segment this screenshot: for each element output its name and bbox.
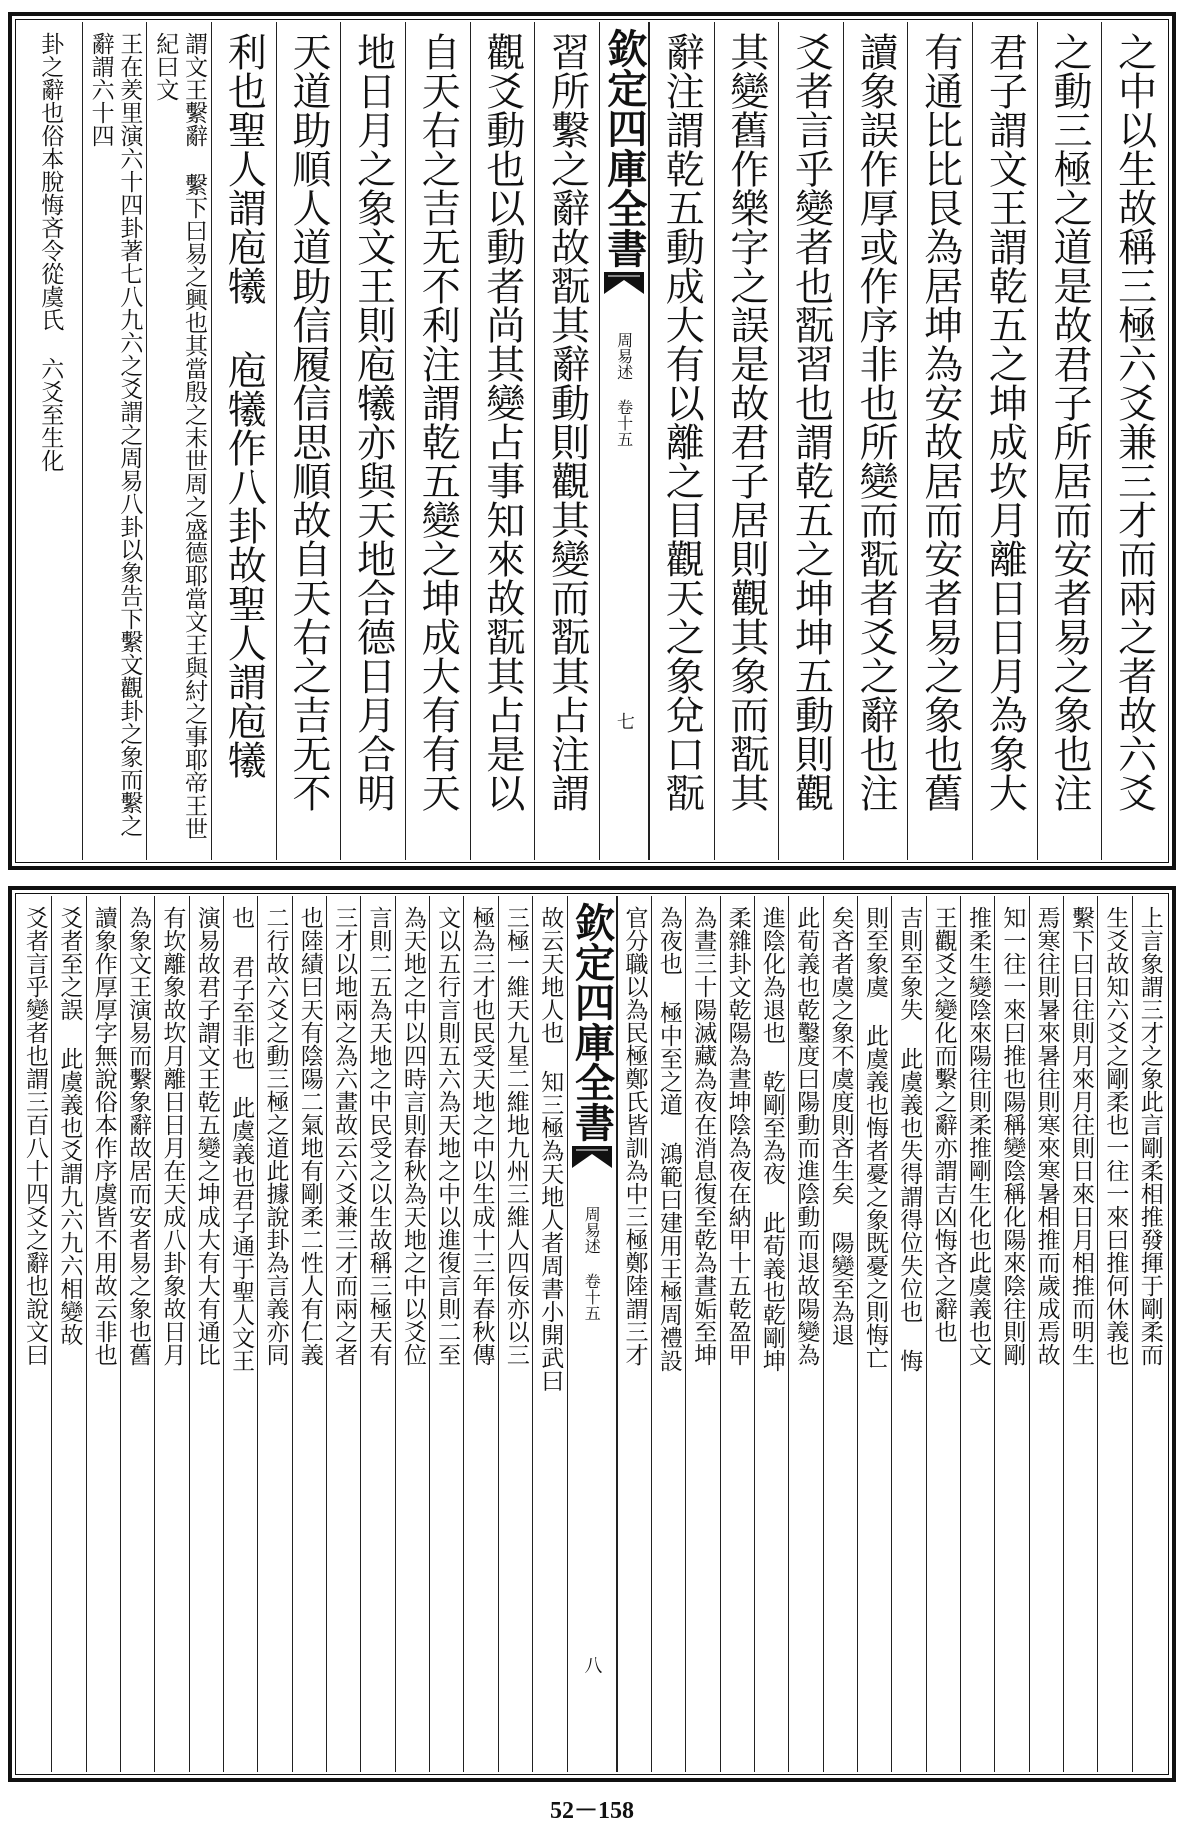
bottom_page-left-column-3 xyxy=(463,896,497,1772)
bottom_page-left-column-9 xyxy=(257,896,291,1772)
bottom_page-right-column-16 xyxy=(617,896,651,1772)
top_page-left-column-6 xyxy=(211,22,276,860)
column-text: 利也聖人謂庖犧 庖犧作八卦故聖人謂庖犧 xyxy=(221,32,267,779)
column-text: 自天右之吉无不利注謂乾五變之坤成大有有天 xyxy=(415,32,461,812)
column-text: 文以五行言則五六為天地之中以進復言則二至 xyxy=(434,906,461,1366)
column-text: 地日月之象文王則庖犧亦與天地合德日月合明 xyxy=(350,32,396,812)
column-text: 此荀義也乾鑿度曰陽動而進陰動而退故陽變為 xyxy=(793,906,820,1366)
column-text: 爻者至之誤 此虞義也爻謂九六九六相變故 xyxy=(56,906,83,1346)
column-text: 也陸績曰天有陰陽二氣地有剛柔二性人有仁義 xyxy=(296,906,323,1366)
top_page-left-column-9 xyxy=(18,22,82,860)
book-title: 欽定四庫全書 xyxy=(600,28,648,268)
leaf-number: 八 xyxy=(581,1656,603,1674)
column-text: 君子謂文王謂乾五之坤成坎月離日日月為象大 xyxy=(982,32,1028,812)
column-text: 焉寒往則暑來暑往則寒來寒暑相推而歲成焉故 xyxy=(1033,906,1060,1366)
bottom_page-right-column-1 xyxy=(1132,896,1166,1772)
bottom_page-left-column-2 xyxy=(498,896,532,1772)
column-text: 官分職以為民極鄭氏皆訓為中三極鄭陸謂三才 xyxy=(621,906,648,1366)
top-page-columns xyxy=(18,22,1166,860)
bottom_page-left-column-14 xyxy=(86,896,120,1772)
column-text: 天道助順人道助信履信思順故自天右之吉无不 xyxy=(285,32,331,812)
top_page-left-column-7 xyxy=(146,22,211,860)
bottom_page-right-column-8 xyxy=(891,896,925,1772)
column-text: 三極一維天九星二維地九州三維人四佞亦以三 xyxy=(502,906,529,1366)
column-text: 故云天地人也 知三極為天地人者周書小開武曰 xyxy=(537,906,564,1392)
top_page-left-column-8 xyxy=(82,22,147,860)
column-text: 謂文王繫辭 繫下曰易之興也其當殷之末世周之盛德耶當文王與紂之事耶帝王世紀曰文 xyxy=(152,32,207,840)
bottom_page-right-column-10 xyxy=(823,896,857,1772)
column-text: 爻者言乎變者也翫習也謂乾五之坤坤五動則觀 xyxy=(788,32,834,812)
bottom_page-left-column-13 xyxy=(120,896,154,1772)
bottom_page-right-column-9 xyxy=(857,896,891,1772)
bottom_page-left-column-8 xyxy=(292,896,326,1772)
column-text: 讀象誤作厚或作序非也所變而翫者爻之辭也注 xyxy=(853,32,899,812)
bottom_page-left-column-6 xyxy=(360,896,394,1772)
top_page-right-column-7 xyxy=(714,22,779,860)
column-text: 極為三才也民受天地之中以生成十三年春秋傳 xyxy=(468,906,495,1366)
top_page-right-column-3 xyxy=(972,22,1037,860)
top_page-left-column-2 xyxy=(470,22,535,860)
column-text: 柔雜卦文乾陽為晝坤陰為夜在納甲十五乾盈甲 xyxy=(724,906,751,1366)
top_page-right-column-2 xyxy=(1037,22,1102,860)
bottom_page-left-column-10 xyxy=(223,896,257,1772)
bottom_page-left-column-4 xyxy=(429,896,463,1772)
bottom_page-right-column-6 xyxy=(960,896,994,1772)
column-text: 生爻故知六爻之剛柔也一往一來曰推何休義也 xyxy=(1102,906,1129,1366)
chapter-label: 周易述 卷十五 xyxy=(582,1206,602,1321)
column-text: 之動三極之道是故君子所居而安者易之象也注 xyxy=(1047,32,1093,812)
column-text: 三才以地兩之為六畫故云六爻兼三才而兩之者 xyxy=(331,906,358,1366)
column-text: 王觀爻之變化而繫之辭亦謂吉凶悔吝之辭也 xyxy=(930,906,957,1343)
page-footer-label: 52－158 xyxy=(550,1798,634,1824)
column-text: 卦之辭也俗本脫悔吝令從虞氏 六爻至生化 xyxy=(37,32,64,472)
column-text: 知一往一來曰推也陽稱變陰稱化陽來陰往則剛 xyxy=(999,906,1026,1366)
column-text: 繫下曰日往則月來月往則日來日月相推而明生 xyxy=(1068,906,1095,1366)
column-text: 有通比比艮為居坤為安故居而安者易之象也舊 xyxy=(917,32,963,812)
column-text: 爻者言乎變者也謂三百八十四爻之辭也說文曰 xyxy=(22,906,49,1366)
top_page-left-column-1 xyxy=(534,22,599,860)
bottom_page-right-column-4 xyxy=(1029,896,1063,1772)
bottom_page-left-column-16 xyxy=(18,896,51,1772)
book-title: 欽定四庫全書 xyxy=(568,902,616,1142)
top_page-left-column-5 xyxy=(276,22,341,860)
fish-tail-mark-icon xyxy=(604,272,644,298)
column-text: 為象文王演易而繫象辭故居而安者易之象也舊 xyxy=(125,906,152,1366)
top-page xyxy=(8,12,1176,870)
column-text: 為夜也 極中至之道 鴻範曰建用王極周禮設 xyxy=(655,906,682,1372)
column-text: 辭注謂乾五動成大有以離之目觀天之象兌口翫 xyxy=(659,32,705,812)
column-text: 言則二五為天地之中民受之以生故稱三極天有 xyxy=(365,906,392,1366)
fish-tail-mark-icon xyxy=(572,1146,612,1172)
bottom_page-right-column-13 xyxy=(720,896,754,1772)
column-text: 其變舊作樂字之誤是故君子居則觀其象而翫其 xyxy=(723,32,769,812)
column-text: 吉則至象失 此虞義也失得謂得位失位也 悔 xyxy=(896,906,923,1372)
column-text: 推柔生變陰來陽往則柔推剛生化也此虞義也文 xyxy=(964,906,991,1366)
column-text: 矣吝者虞之象不虞度則吝生矣 陽變至為退 xyxy=(827,906,854,1346)
top_page-right-column-5 xyxy=(843,22,908,860)
bottom_page-left-column-15 xyxy=(51,896,85,1772)
column-text: 習所繫之辭故翫其辭動則觀其變而翫其占注謂 xyxy=(544,32,590,812)
bottom_page-left-column-11 xyxy=(189,896,223,1772)
column-text: 也 君子至非也 此虞義也君子通于聖人文王 xyxy=(228,906,255,1372)
leaf-number: 七 xyxy=(613,712,635,730)
bottom_page-right-column-11 xyxy=(788,896,822,1772)
top_page-right-column-8 xyxy=(649,22,714,860)
column-text: 上言象謂三才之象此言剛柔相推發揮于剛柔而 xyxy=(1136,906,1163,1366)
bottom_page-left-column-5 xyxy=(395,896,429,1772)
bottom_page-left-column-12 xyxy=(154,896,188,1772)
bottom-page-columns xyxy=(18,896,1166,1772)
column-text: 王在羑里演六十四卦著七八九六之爻謂之周易八卦以象告下繫文觀卦之象而繫之辭謂六十四 xyxy=(87,32,143,837)
bottom_page-right-column-12 xyxy=(754,896,788,1772)
bottom_page-right-column-7 xyxy=(926,896,960,1772)
column-text: 為天地之中以四時言則春秋為天地之中以爻位 xyxy=(399,906,426,1366)
bottom_page-right-column-15 xyxy=(651,896,685,1772)
bottom_page-center-margin xyxy=(567,896,617,1772)
column-text: 演易故君子謂文王乾五變之坤成大有大有通比 xyxy=(193,906,220,1366)
column-text: 則至象虞 此虞義也悔者憂之象既憂之則悔亡 xyxy=(861,906,888,1369)
bottom_page-right-column-2 xyxy=(1097,896,1131,1772)
top_page-right-column-1 xyxy=(1101,22,1166,860)
column-text: 進陰化為退也 乾剛至為夜 此荀義也乾剛坤 xyxy=(758,906,785,1372)
bottom_page-right-column-3 xyxy=(1063,896,1097,1772)
top_page-left-column-4 xyxy=(340,22,405,860)
top_page-right-column-6 xyxy=(778,22,843,860)
top_page-center-margin xyxy=(599,22,649,860)
column-text: 讀象作厚厚字無說俗本作序虞皆不用故云非也 xyxy=(90,906,117,1366)
bottom-page xyxy=(8,886,1176,1782)
bottom_page-left-column-7 xyxy=(326,896,360,1772)
bottom_page-left-column-1 xyxy=(532,896,566,1772)
column-text: 觀爻動也以動者尚其變占事知來故翫其占是以 xyxy=(479,32,525,812)
chapter-label: 周易述 卷十五 xyxy=(614,332,634,447)
column-text: 有坎離象故坎月離日日月在天成八卦象故日月 xyxy=(159,906,186,1366)
bottom_page-right-column-5 xyxy=(994,896,1028,1772)
top_page-left-column-3 xyxy=(405,22,470,860)
top_page-right-column-4 xyxy=(907,22,972,860)
column-text: 之中以生故稱三極六爻兼三才而兩之者故六爻 xyxy=(1111,32,1157,812)
column-text: 為晝三十陽滅藏為夜在消息復至乾為晝姤至坤 xyxy=(690,906,717,1366)
column-text: 二行故六爻之動三極之道此據說卦為言義亦同 xyxy=(262,906,289,1366)
bottom_page-right-column-14 xyxy=(685,896,719,1772)
